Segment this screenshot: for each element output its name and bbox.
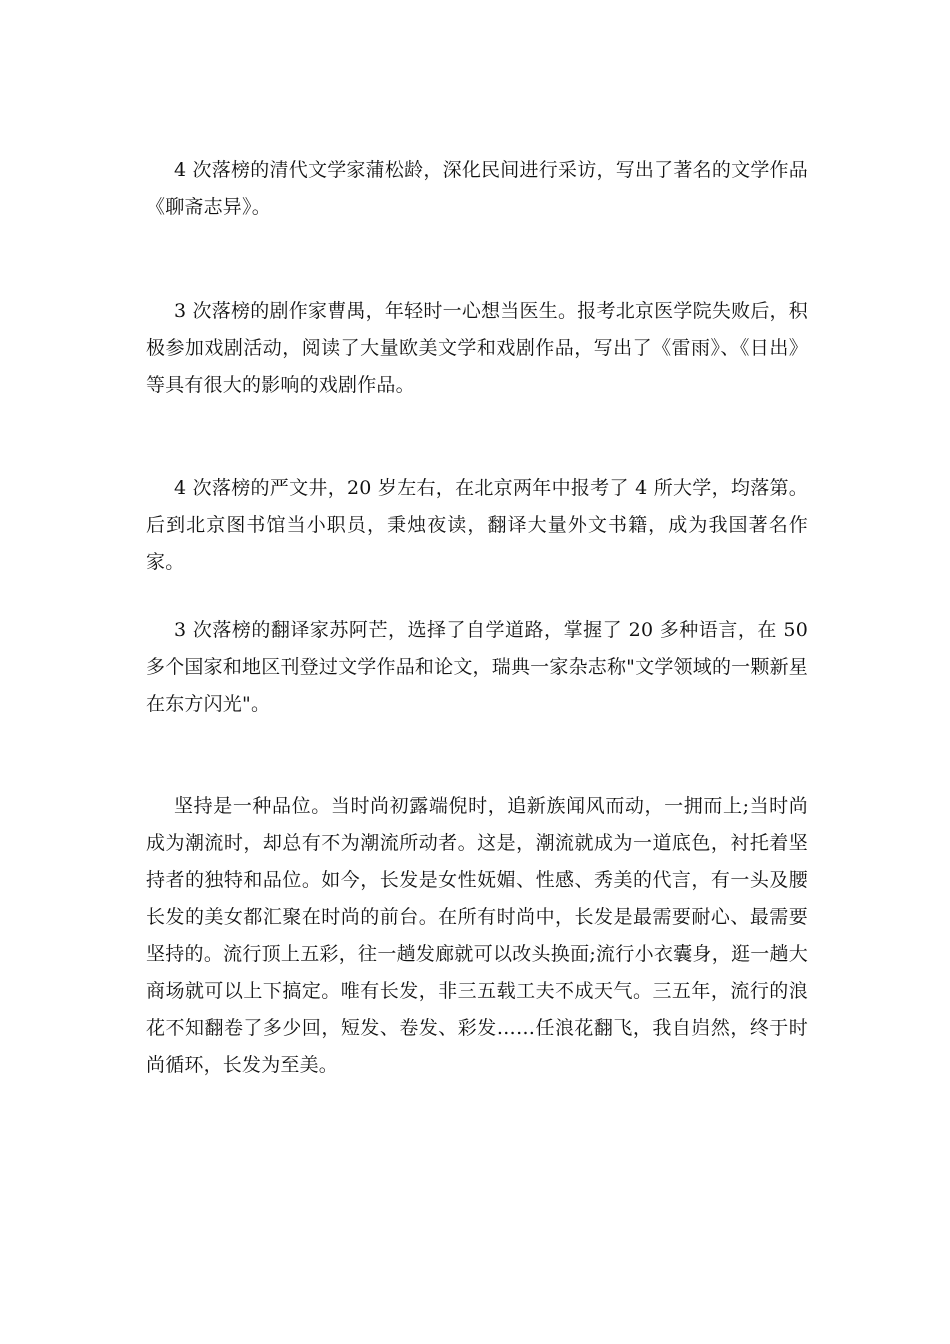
paragraph-yan-wenjing: 4 次落榜的严文井，20 岁左右，在北京两年中报考了 4 所大学，均落第。后到北京图书馆当小职员，秉烛夜读，翻译大量外文书籍，成为我国著名作家。	[146, 477, 808, 573]
paragraph-su-amang: 3 次落榜的翻译家苏阿芒，选择了自学道路，掌握了 20 多种语言，在 50 多个国家和地区刊登过文学作品和论文，瑞典一家杂志称"文学领域的一颗新星在东方闪光"。	[146, 619, 808, 715]
paragraph-pu-songling: 4 次落榜的清代文学家蒲松龄，深化民间进行采访，写出了著名的文学作品《聊斋志异》。	[146, 159, 808, 218]
paragraph-cao-yu: 3 次落榜的剧作家曹禺，年轻时一心想当医生。报考北京医学院失败后，积极参加戏剧活动，阅读了大量欧美文学和戏剧作品，写出了《雷雨》、《日出》等具有很大的影响的戏剧作品。	[146, 300, 808, 396]
paragraph-long-hair-essay: 坚持是一种品位。当时尚初露端倪时，追新族闻风而动，一拥而上;当时尚成为潮流时，却总有不为潮流所动者。这是，潮流就成为一道底色，衬托着坚持者的独特和品位。如今，长发是女性妩媚、性感、秀美的代言，有一头及腰长发的美女都汇聚在时尚的前台。在所有时尚中，长发是最需要耐心、最需要坚持的。流行顶上五彩，往一趟发廊就可以改头换面;流行小衣囊身，逛一趟大商场就可以上下搞定。唯有长发，非三五载工夫不成天气。三五年，流行的浪花不知翻卷了多少回，短发、卷发、彩发……任浪花翻飞，我自岿然，终于时尚循环，长发为至美。	[146, 795, 808, 1076]
